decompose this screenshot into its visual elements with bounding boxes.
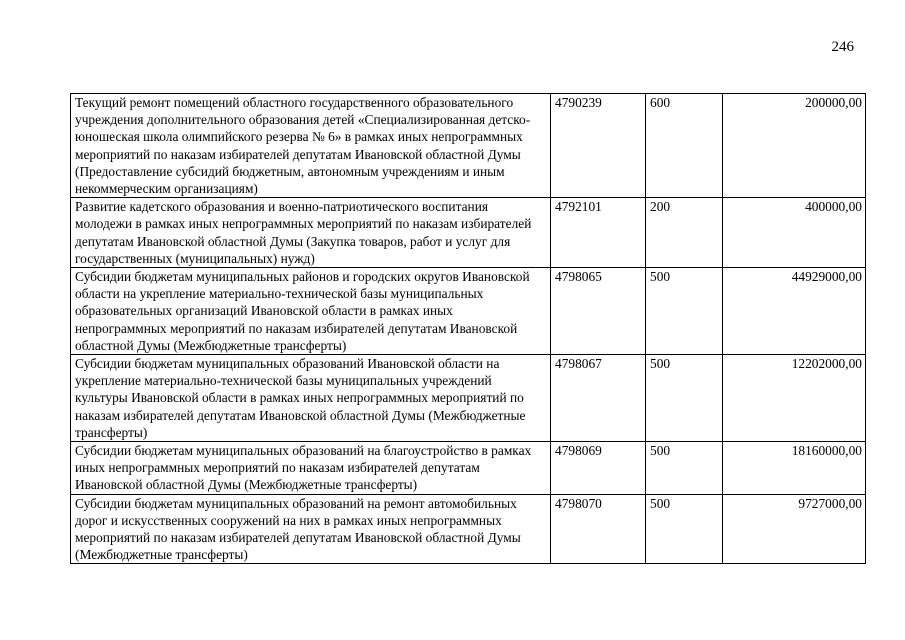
row-expense-type: 600	[646, 94, 723, 198]
row-amount: 12202000,00	[723, 355, 866, 442]
row-expense-type: 200	[646, 198, 723, 268]
row-amount: 44929000,00	[723, 268, 866, 355]
page-number: 246	[831, 39, 854, 55]
row-description: Текущий ремонт помещений областного государственного образовательного учреждения дополнительного образования детей «Специализированная детско-юношеская школа олимпийского резерва № 6» в рамках иных непрограммных мероприятий по наказам избирателей депутатам Ивановской областной Думы (Предоставление субсидий бюджетным, автономным учреждениям и иным некоммерческим организациям)	[71, 94, 551, 198]
row-description: Субсидии бюджетам муниципальных районов и городских округов Ивановской области на укрепление материально-технической базы муниципальных образовательных организаций Ивановской области в рамках иных непрограммных мероприятий по наказам избирателей депутатам Ивановской областной Думы (Межбюджетные трансферты)	[71, 268, 551, 355]
row-amount: 400000,00	[723, 198, 866, 268]
row-amount: 18160000,00	[723, 442, 866, 495]
table-row	[71, 355, 866, 442]
row-description: Субсидии бюджетам муниципальных образований на благоустройство в рамках иных непрограммных мероприятий по наказам избирателей депутатам Ивановской областной Думы (Межбюджетные трансферты)	[71, 442, 551, 495]
row-target-code: 4798065	[551, 268, 646, 355]
row-expense-type: 500	[646, 268, 723, 355]
row-target-code: 4798070	[551, 494, 646, 564]
table-row	[71, 442, 866, 495]
row-amount: 9727000,00	[723, 494, 866, 564]
row-target-code: 4798069	[551, 442, 646, 495]
table-row	[71, 268, 866, 355]
row-description: Субсидии бюджетам муниципальных образований Ивановской области на укрепление материально-технической базы муниципальных учреждений культуры Ивановской области в рамках иных непрограммных мероприятий по наказам избирателей депутатам Ивановской областной Думы (Межбюджетные трансферты)	[71, 355, 551, 442]
table-row	[71, 494, 866, 564]
row-expense-type: 500	[646, 494, 723, 564]
row-amount: 200000,00	[723, 94, 866, 198]
table-row	[71, 94, 866, 198]
row-target-code: 4798067	[551, 355, 646, 442]
table-row	[71, 198, 866, 268]
row-target-code: 4790239	[551, 94, 646, 198]
row-expense-type: 500	[646, 355, 723, 442]
row-expense-type: 500	[646, 442, 723, 495]
budget-table	[70, 93, 866, 564]
row-target-code: 4792101	[551, 198, 646, 268]
row-description: Субсидии бюджетам муниципальных образований на ремонт автомобильных дорог и искусственных сооружений на них в рамках иных непрограммных мероприятий по наказам избирателей депутатам Ивановской областной Думы (Межбюджетные трансферты)	[71, 494, 551, 564]
row-description: Развитие кадетского образования и военно-патриотического воспитания молодежи в рамках иных непрограммных мероприятий по наказам избирателей депутатам Ивановской областной Думы (Закупка товаров, работ и услуг для государственных (муниципальных) нужд)	[71, 198, 551, 268]
